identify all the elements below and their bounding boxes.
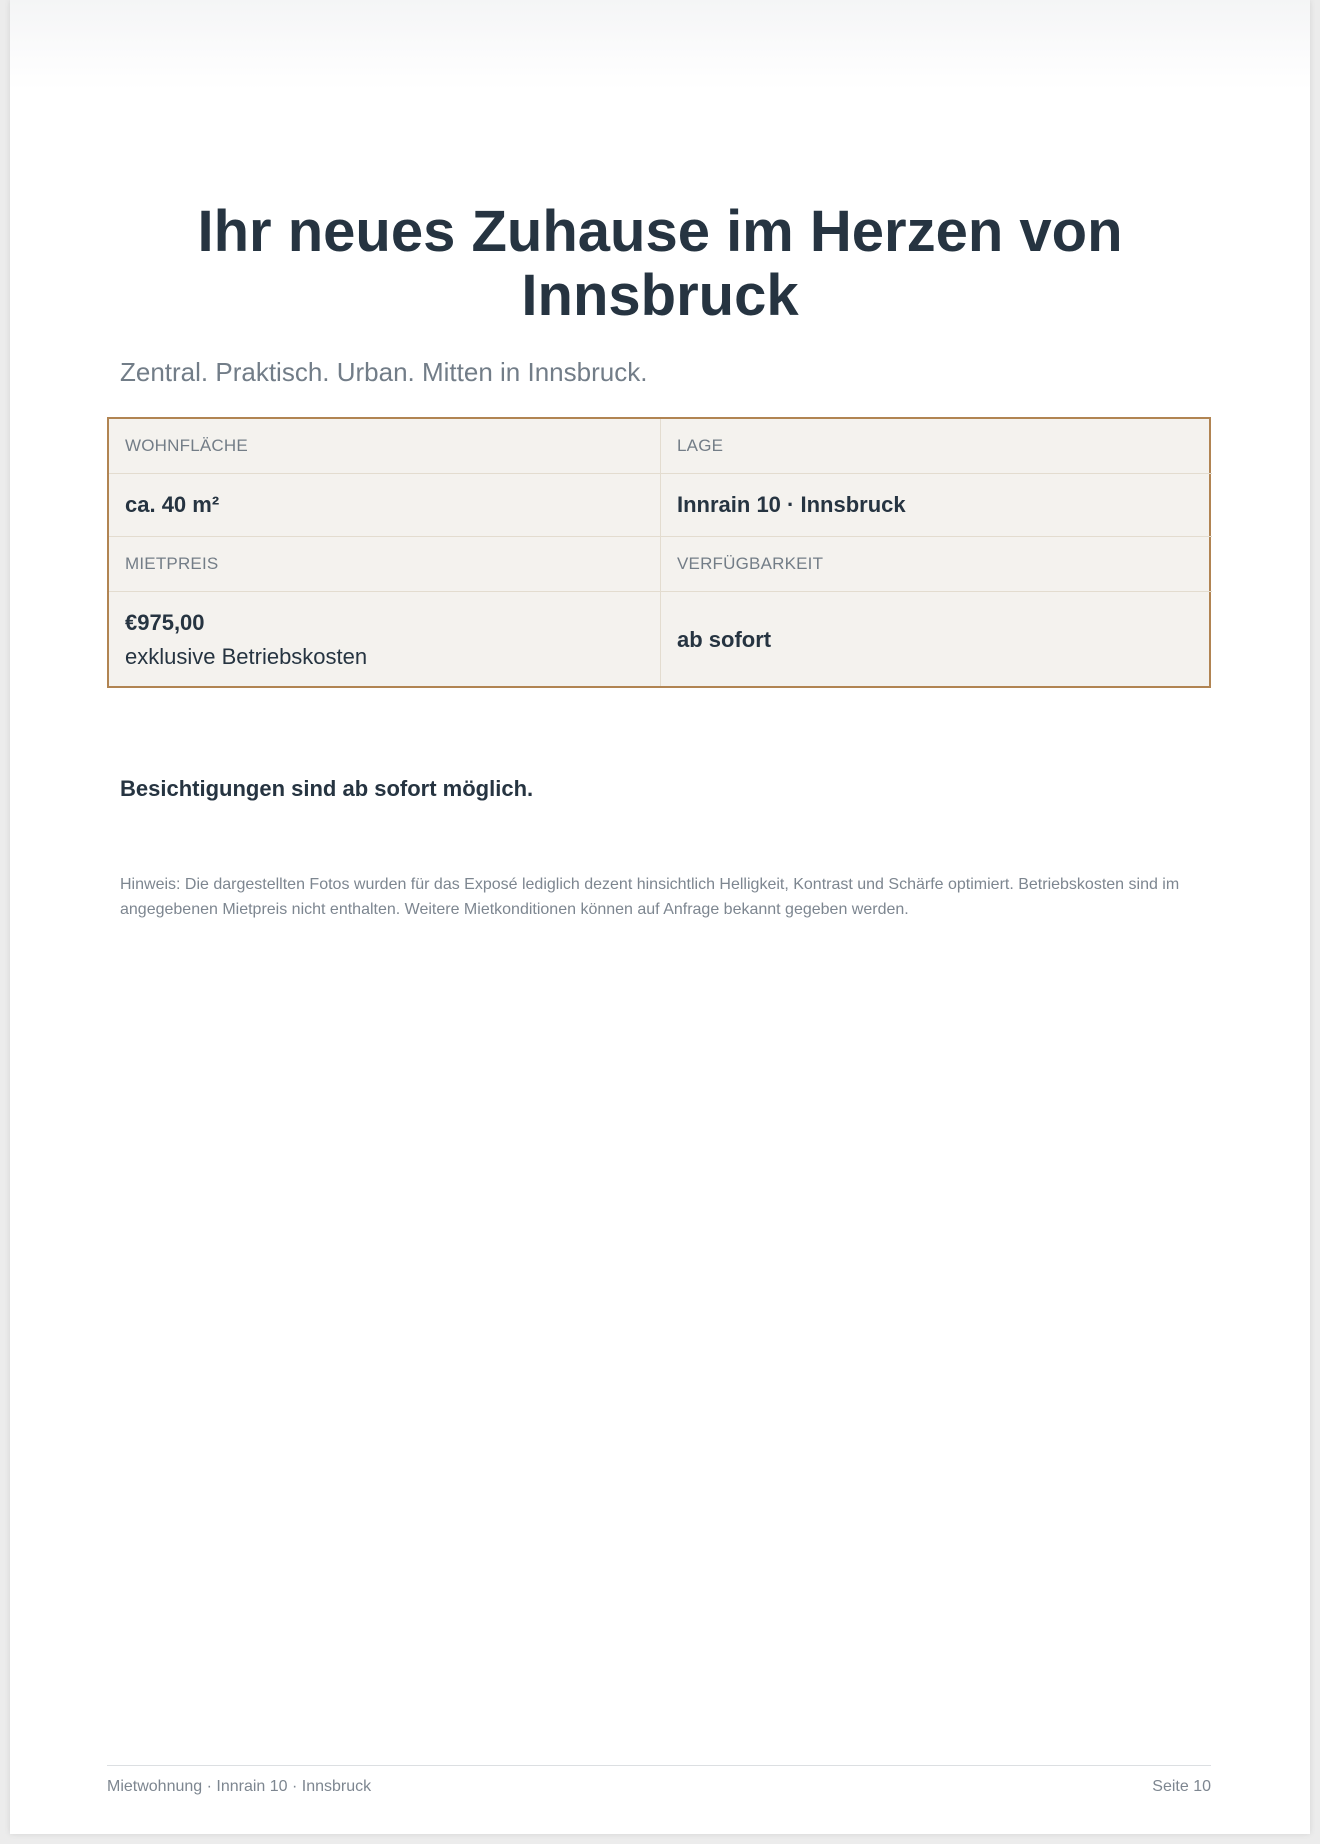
area-label-cell bbox=[109, 419, 660, 474]
location-value: Innrain 10 · Innsbruck bbox=[677, 492, 906, 517]
area-label: WOHNFLÄCHE bbox=[125, 436, 248, 455]
availability-label: VERFÜGBARKEIT bbox=[677, 554, 824, 573]
rent-label: MIETPREIS bbox=[125, 554, 219, 573]
availability-value-cell bbox=[661, 592, 1212, 688]
document-page bbox=[10, 0, 1310, 1834]
key-facts-table bbox=[107, 417, 1211, 688]
rent-label-cell bbox=[109, 537, 660, 592]
page-subtitle: Zentral. Praktisch. Urban. Mitten in Innsbruck. bbox=[120, 357, 648, 387]
rent-value: €975,00 bbox=[125, 610, 205, 635]
facts-column-left bbox=[109, 419, 660, 686]
area-value-cell bbox=[109, 474, 660, 537]
rent-note: exklusive Betriebskosten bbox=[125, 644, 368, 669]
rent-value-cell bbox=[109, 592, 660, 688]
footer-divider bbox=[107, 1765, 1211, 1766]
area-value: ca. 40 m² bbox=[125, 492, 220, 517]
availability-value: ab sofort bbox=[677, 627, 772, 652]
location-label-cell bbox=[661, 419, 1212, 474]
viewing-notice: Besichtigungen sind ab sofort möglich. bbox=[120, 776, 534, 801]
page-top-fade bbox=[10, 0, 1310, 90]
availability-label-cell bbox=[661, 537, 1212, 592]
page-title: Ihr neues Zuhause im Herzen von Innsbruck bbox=[197, 199, 1123, 328]
disclaimer-hint: Hinweis: Die dargestellten Fotos wurden für das Exposé lediglich dezent hinsichtlich Helligkeit, Kontrast und Schärfe optimiert. Betriebskosten sind im angegebenen Mietpreis nicht enthalten. Weitere Mietkonditionen können auf Anfrage bekannt gegeben werden. bbox=[120, 876, 1180, 918]
footer-property-label: Mietwohnung · Innrain 10 · Innsbruck bbox=[107, 1778, 372, 1795]
location-value-cell bbox=[661, 474, 1212, 537]
footer-page-number: Seite 10 bbox=[1152, 1778, 1211, 1795]
facts-column-right bbox=[660, 419, 1212, 686]
location-label: LAGE bbox=[677, 436, 724, 455]
